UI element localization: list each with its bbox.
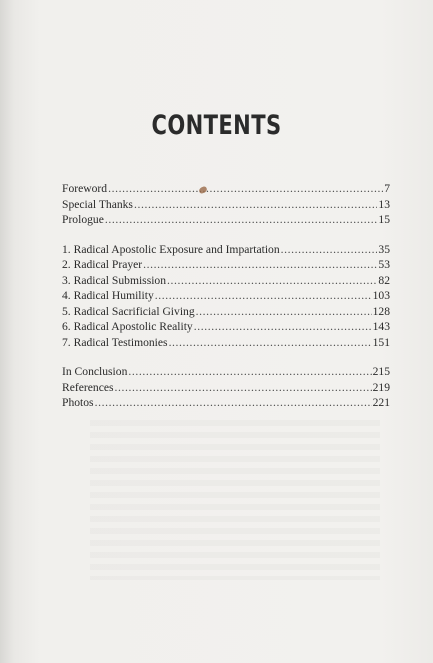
toc-entry [62, 257, 390, 273]
show-through-text [90, 420, 380, 580]
toc-entry-page: 221 [372, 396, 390, 409]
dot-leader [281, 242, 378, 258]
toc-entry-label: 1. Radical Apostolic Exposure and Impartation [62, 242, 280, 256]
toc-entry-page: 15 [378, 213, 390, 226]
dot-leader [167, 273, 377, 289]
toc-entry [62, 288, 390, 304]
dot-leader [155, 288, 372, 304]
toc-entry-label: 3. Radical Submission [62, 273, 167, 287]
toc-entry-page: 143 [372, 320, 390, 333]
toc-group-chapters [62, 242, 390, 351]
toc-entry [62, 212, 390, 228]
dot-leader [105, 212, 378, 228]
dot-leader [108, 181, 383, 197]
dot-leader [196, 304, 372, 320]
toc-entry-label: In Conclusion [62, 365, 128, 378]
dot-leader [143, 257, 377, 273]
toc-entry-label: 6. Radical Apostolic Reality [62, 320, 193, 333]
toc-entry [62, 380, 390, 396]
toc-entry-page: 82 [378, 273, 390, 287]
dot-leader [95, 395, 372, 411]
toc-entry-label: Special Thanks [62, 197, 133, 211]
toc-entry [62, 319, 390, 335]
dot-leader [169, 335, 372, 351]
toc-group-back-matter [62, 364, 390, 411]
toc-entry-label: References [62, 380, 114, 394]
toc-entry-label: 7. Radical Testimonies [62, 335, 168, 349]
dot-leader [134, 197, 377, 213]
toc-group-front-matter [62, 181, 390, 228]
toc-entry-label: Photos [62, 396, 94, 409]
toc-entry [62, 335, 390, 351]
page-title: CONTENTS [151, 110, 282, 141]
dot-leader [128, 364, 371, 380]
toc-entry [62, 242, 390, 258]
toc-entry-page: 128 [372, 304, 390, 318]
toc-entry-label: Foreword [62, 182, 108, 195]
toc-entry [62, 395, 390, 411]
toc-entry-label: 2. Radical Prayer [62, 258, 143, 271]
toc-entry-page: 13 [378, 197, 390, 211]
toc-entry-page: 219 [372, 380, 390, 394]
toc-entry-label: 5. Radical Sacrificial Giving [62, 304, 195, 318]
toc-entry-page: 35 [378, 242, 390, 256]
toc-entry-page: 7 [384, 182, 390, 195]
toc-entry [62, 181, 390, 197]
toc-entry [62, 197, 390, 213]
toc-entry [62, 304, 390, 320]
toc-entry-page: 151 [372, 335, 390, 349]
toc-entry-label: Prologue [62, 213, 104, 226]
table-of-contents [62, 181, 390, 425]
toc-entry [62, 364, 390, 380]
toc-entry [62, 273, 390, 289]
toc-entry-label: 4. Radical Humility [62, 289, 154, 302]
dot-leader [115, 380, 372, 396]
dot-leader [194, 319, 372, 335]
toc-entry-page: 103 [372, 289, 390, 302]
toc-entry-page: 215 [372, 365, 390, 378]
toc-entry-page: 53 [378, 258, 390, 271]
